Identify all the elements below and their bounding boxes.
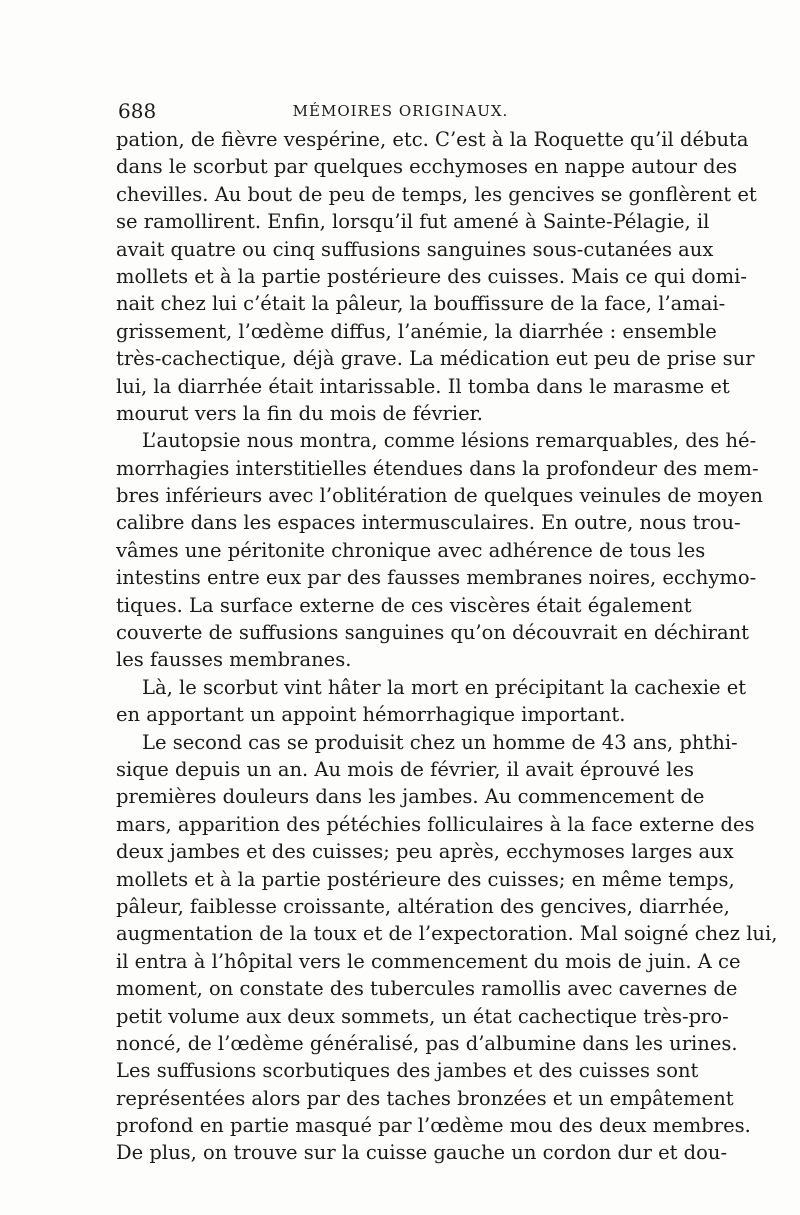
text-line: bres inférieurs avec l’oblitération de quelques veinules de moyen: [116, 484, 763, 508]
text-line: premières douleurs dans les jambes. Au commencement de: [116, 785, 705, 809]
text-line: Les suffusions scorbutiques des jambes et des cuisses sont: [116, 1059, 699, 1083]
text-line: morrhagies interstitielles étendues dans la profondeur des mem-: [116, 456, 759, 480]
text-line: mollets et à la partie postérieure des cuisses; en même temps,: [116, 867, 735, 891]
text-line: les fausses membranes.: [116, 648, 352, 672]
body-text: [116, 126, 778, 1167]
text-line: grissement, l’œdème diffus, l’anémie, la diarrhée : ensemble: [116, 319, 717, 343]
text-line: chevilles. Au bout de peu de temps, les gencives se gonflèrent et: [116, 182, 757, 206]
text-line: L’autopsie nous montra, comme lésions remarquables, des hé-: [142, 429, 757, 453]
text-line: profond en partie masqué par l’œdème mou des deux membres.: [116, 1114, 751, 1138]
text-line: deux jambes et des cuisses; peu après, ecchymoses larges aux: [116, 840, 734, 864]
text-line: couverte de suffusions sanguines qu’on découvrait en déchirant: [116, 621, 749, 645]
text-line: pâleur, faiblesse croissante, altération des gencives, diarrhée,: [116, 894, 730, 918]
text-line: en apportant un appoint hémorrhagique important.: [116, 703, 626, 727]
text-line: calibre dans les espaces intermusculaires. En outre, nous trou-: [116, 511, 741, 535]
text-line: tiques. La surface externe de ces viscères était également: [116, 593, 692, 617]
text-line: sique depuis un an. Au mois de février, il avait éprouvé les: [116, 757, 695, 781]
text-line: De plus, on trouve sur la cuisse gauche un cordon dur et dou-: [116, 1141, 728, 1165]
text-line: il entra à l’hôpital vers le commencement du mois de juin. A ce: [116, 949, 741, 973]
text-line: intestins entre eux par des fausses membranes noires, ecchymo-: [116, 566, 757, 590]
text-line: Là, le scorbut vint hâter la mort en précipitant la cachexie et: [142, 675, 747, 699]
text-line: se ramollirent. Enfin, lorsqu’il fut amené à Sainte-Pélagie, il: [116, 210, 710, 234]
text-line: noncé, de l’œdème généralisé, pas d’albumine dans les urines.: [116, 1031, 738, 1055]
text-line: moment, on constate des tubercules ramollis avec cavernes de: [116, 977, 738, 1001]
text-line: mourut vers la fin du mois de février.: [116, 401, 483, 425]
text-line: avait quatre ou cinq suffusions sanguines sous-cutanées aux: [116, 237, 714, 261]
text-line: mars, apparition des pétéchies folliculaires à la face externe des: [116, 812, 755, 836]
text-line: Le second cas se produisit chez un homme de 43 ans, phthi-: [142, 730, 738, 754]
section-title: MÉMOIRES ORIGINAUX.: [292, 102, 509, 120]
text-line: représentées alors par des taches bronzées et un empâtement: [116, 1086, 734, 1110]
text-line: mollets et à la partie postérieure des cuisses. Mais ce qui domi-: [116, 264, 747, 288]
text-line: vâmes une péritonite chronique avec adhérence de tous les: [116, 538, 706, 562]
text-line: dans le scorbut par quelques ecchymoses en nappe autour des: [116, 155, 738, 179]
text-line: pation, de fièvre vespérine, etc. C’est à la Roquette qu’il débuta: [116, 128, 749, 151]
text-line: lui, la diarrhée était intarissable. Il tomba dans le marasme et: [116, 374, 730, 398]
text-line: augmentation de la toux et de l’expectoration. Mal soigné chez lui,: [116, 922, 778, 946]
running-head: [118, 96, 683, 126]
text-line: petit volume aux deux sommets, un état cachectique très-pro-: [116, 1004, 729, 1028]
text-line: très-cachectique, déjà grave. La médication eut peu de prise sur: [116, 347, 755, 371]
text-line: nait chez lui c’était la pâleur, la bouffissure de la face, l’amai-: [116, 292, 726, 316]
page-number: 688: [118, 99, 157, 123]
